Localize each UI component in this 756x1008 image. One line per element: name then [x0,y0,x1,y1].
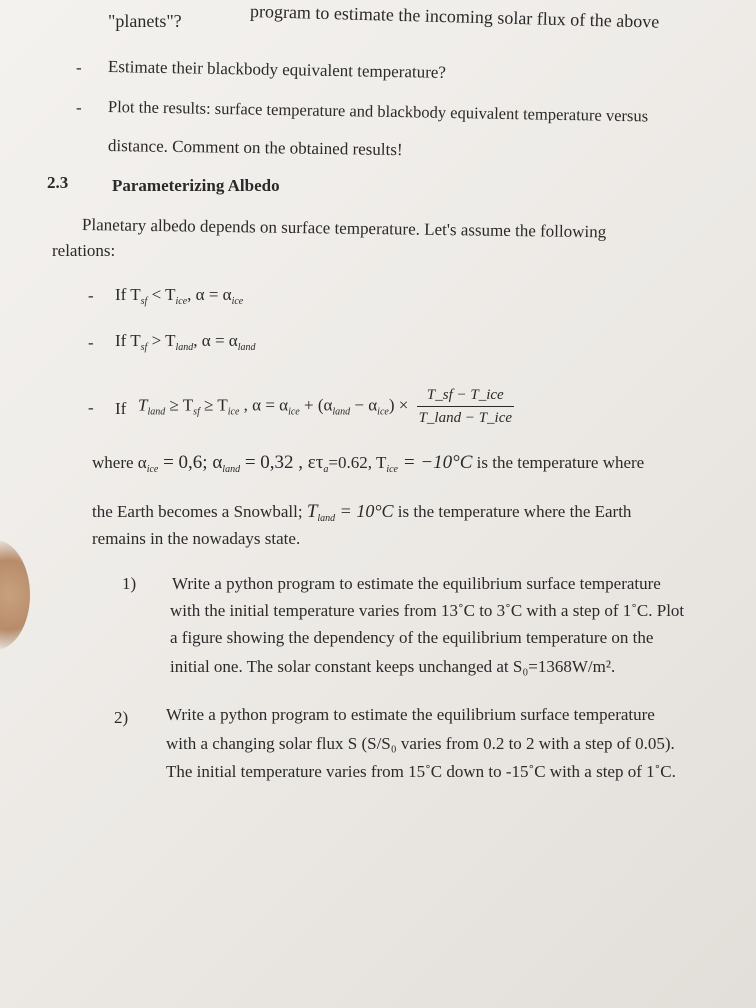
intro-line-1: Planetary albedo depends on surface temperature. Let's assume the following [81,215,607,242]
bullet-dash: - [88,333,94,352]
task-2-line: The initial temperature varies from 15˚C down to -15˚C with a step of 1˚C. [166,762,676,781]
relation-3-if: If [115,399,127,418]
bullet-dash: - [88,286,94,305]
relation-1: If $T_{sf} < T_{ice}$, $\alpha = \alpha_{ice}$ [115,285,244,307]
bullet-dash: - [88,398,94,417]
snowball-line: the Earth becomes a Snowball; $T_{land} = 10^\circ C$ is the temperature where the Earth [92,501,632,524]
intro-line-2: relations: [52,241,116,260]
finger-shadow [0,540,30,650]
nowadays-line: remains in the nowadays state. [92,529,301,548]
task-1-line: initial one. The solar constant keeps unchanged at S₀=1368W/m². [170,657,616,676]
where-line: where $\alpha_{ice} = 0,6$; $\alpha_{land} = 0,32$ , $\varepsilon\tau_a=0.62$, $T_{ice} = -10^\circ C$ is the temperature where [92,452,645,475]
relation-3-fraction: $\frac{\text{T\_sf − T\_ice}}{\text{T\_land − T\_ice}}$ [417,384,514,429]
relation-3: $T_{land} \ge T_{sf} \ge T_{ice}$ , $\alpha = \alpha_{ice} + (\alpha_{land} - \alpha_{ice})$ × $\frac{\text{T\_sf − T\_ice}}{\text{T\_land − T\_ice}}$ [138,384,514,429]
bullet-dash: - [76,58,82,77]
top-cut-line: program to estimate the incoming solar flux of the above [249,1,660,32]
task-2-number: 2) [114,708,129,727]
relation-2: If $T_{sf} > T_{land}$, $\alpha = \alpha_{land}$ [115,331,256,353]
section-title: Parameterizing Albedo [112,176,280,195]
planets-question: "planets"? [108,11,182,31]
bullet-blackbody: Estimate their blackbody equivalent temperature? [107,57,447,82]
task-1-line: Write a python program to estimate the equilibrium surface temperature [172,574,661,593]
section-number: 2.3 [47,173,69,192]
task-1-number: 1) [122,574,137,593]
bullet-dash: - [76,98,82,117]
bullet-plot-results: Plot the results: surface temperature and blackbody equivalent temperature versus [107,97,649,126]
bullet-plot-results-cont: distance. Comment on the obtained results! [107,136,403,160]
task-1-line: with the initial temperature varies from 13˚C to 3˚C with a step of 1˚C. Plot [170,601,685,620]
task-2-line: with a changing solar flux S (S/S₀ varies from 0.2 to 2 with a step of 0.05). [166,734,675,753]
task-1-line: a figure showing the dependency of the equilibrium temperature on the [170,628,654,647]
task-2-line: Write a python program to estimate the equilibrium surface temperature [166,705,655,724]
